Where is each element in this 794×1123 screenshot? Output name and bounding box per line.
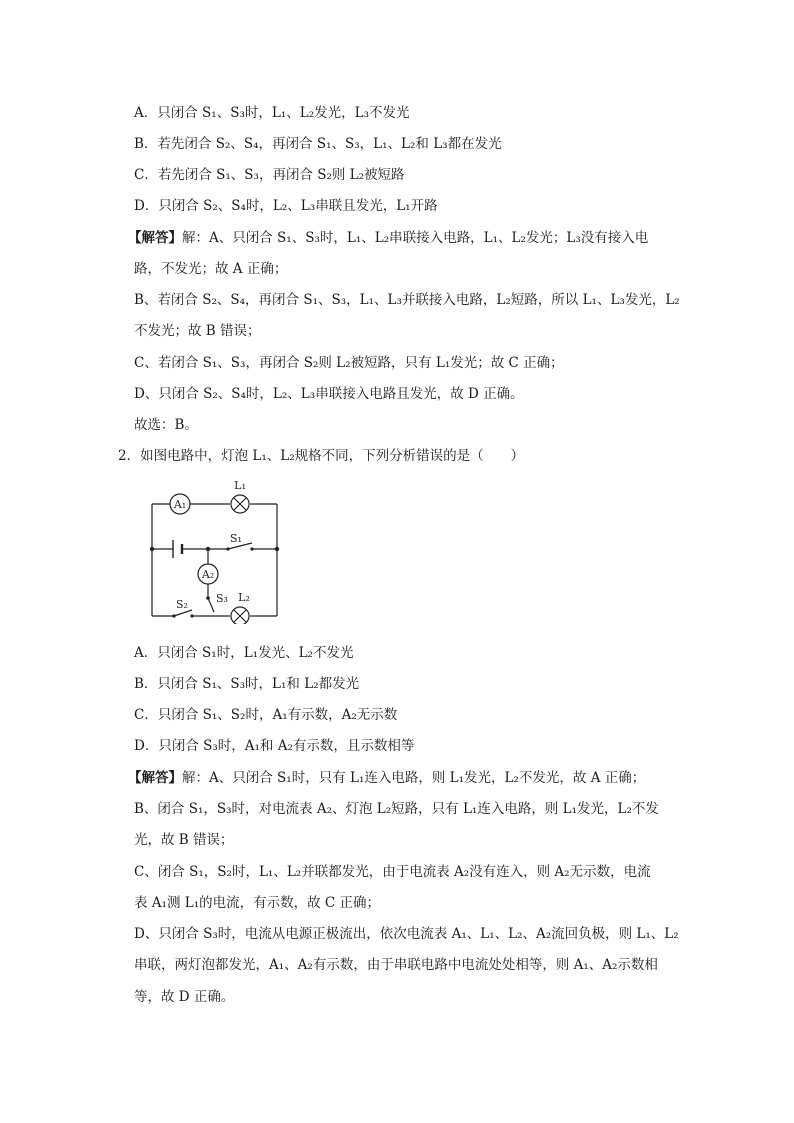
q2-option-c: C．只闭合 S₁、S₂时，A₁有示数，A₂无示数 xyxy=(134,707,398,723)
q2-answer-line-1 xyxy=(128,768,645,788)
svg-text:L₁: L₁ xyxy=(234,479,246,492)
q2-answer-line-5: 表 A₁测 L₁的电流，有示数，故 C 正确； xyxy=(134,895,381,911)
q1-answer-line-1 xyxy=(128,228,648,248)
q2-answer-line-7: 串联，两灯泡都发光，A₁、A₂有示数，由于串联电路中电流处处相等，则 A₁、A₂示数相 xyxy=(134,957,658,973)
svg-text:A₁: A₁ xyxy=(173,498,187,511)
switch-s3-label: S₃ xyxy=(216,592,228,605)
q2-answer-line-8: 等，故 D 正确。 xyxy=(134,989,235,1005)
svg-text:L₂: L₂ xyxy=(238,591,250,604)
ammeter-a1-icon xyxy=(170,494,190,514)
q2-stem-text: 如图电路中，灯泡 L₁、L₂规格不同，下列分析错误的是（ ） xyxy=(140,448,525,464)
q2-answer-line-3: 光，故 B 错误； xyxy=(134,832,234,848)
circuit-diagram xyxy=(140,474,290,624)
answer-tag: 【解答】 xyxy=(128,230,182,246)
q1-answer-line-6: D、只闭合 S₂、S₄时，L₂、L₃串联接入电路且发光，故 D 正确。 xyxy=(134,386,524,402)
switch-s1-label: S₁ xyxy=(230,532,242,545)
q1-option-d: D．只闭合 S₂、S₄时，L₂、L₃串联且发光，L₁开路 xyxy=(134,198,438,214)
q1-answer-line-3: B、若闭合 S₂、S₄，再闭合 S₁、S₃，L₁、L₃并联接入电路，L₂短路，所以 L₁、L₃发光，L₂ xyxy=(134,292,680,308)
q1-answer-conclusion: 故选：B。 xyxy=(134,417,198,433)
q2-answer-line-6: D、只闭合 S₃时，电流从电源正极流出，依次电流表 A₁、L₁、L₂、A₂流回负极，则 L₁、L₂ xyxy=(134,926,679,942)
q1-answer-line-5: C、若闭合 S₁、S₃，再闭合 S₂则 L₂被短路，只有 L₁发光；故 C 正确； xyxy=(134,355,564,371)
ammeter-a2-icon xyxy=(198,564,218,584)
q2-number: 2． xyxy=(118,448,141,464)
q1-option-a: A．只闭合 S₁、S₃时，L₁、L₂发光，L₃不发光 xyxy=(134,105,410,121)
q1-option-c: C．若先闭合 S₁、S₃，再闭合 S₂则 L₂被短路 xyxy=(134,167,405,183)
q2-option-b: B．只闭合 S₁、S₃时，L₁和 L₂都发光 xyxy=(134,676,360,692)
answer-text: 解：A、只闭合 S₁时，只有 L₁连入电路，则 L₁发光，L₂不发光，故 A 正确； xyxy=(182,770,646,786)
lamp-l2-icon xyxy=(231,591,250,624)
q2-option-d: D．只闭合 S₃时，A₁和 A₂有示数，且示数相等 xyxy=(134,738,415,754)
q2-stem xyxy=(118,446,524,466)
svg-text:A₂: A₂ xyxy=(201,568,215,581)
q1-answer-line-4: 不发光；故 B 错误； xyxy=(134,323,261,339)
q1-answer-line-2: 路，不发光；故 A 正确； xyxy=(134,261,288,277)
q2-answer-line-2: B、闭合 S₁，S₃时，对电流表 A₂、灯泡 L₂短路，只有 L₁连入电路，则 L₁发光，L₂不发 xyxy=(134,801,659,817)
lamp-l1-icon xyxy=(231,479,249,513)
q2-option-a: A．只闭合 S₁时，L₁发光、L₂不发光 xyxy=(134,645,354,661)
switch-s2-label: S₂ xyxy=(176,598,188,611)
q2-answer-line-4: C、闭合 S₁，S₂时，L₁、L₂并联都发光，由于电流表 A₂没有连入，则 A₂无示数，电流 xyxy=(134,864,651,880)
answer-tag: 【解答】 xyxy=(128,770,182,786)
q1-option-b: B．若先闭合 S₂、S₄，再闭合 S₁、S₃，L₁、L₂和 L₃都在发光 xyxy=(134,136,502,152)
answer-text: 解：A、只闭合 S₁、S₃时，L₁、L₂串联接入电路，L₁、L₂发光；L₃没有接入电 xyxy=(182,230,649,246)
